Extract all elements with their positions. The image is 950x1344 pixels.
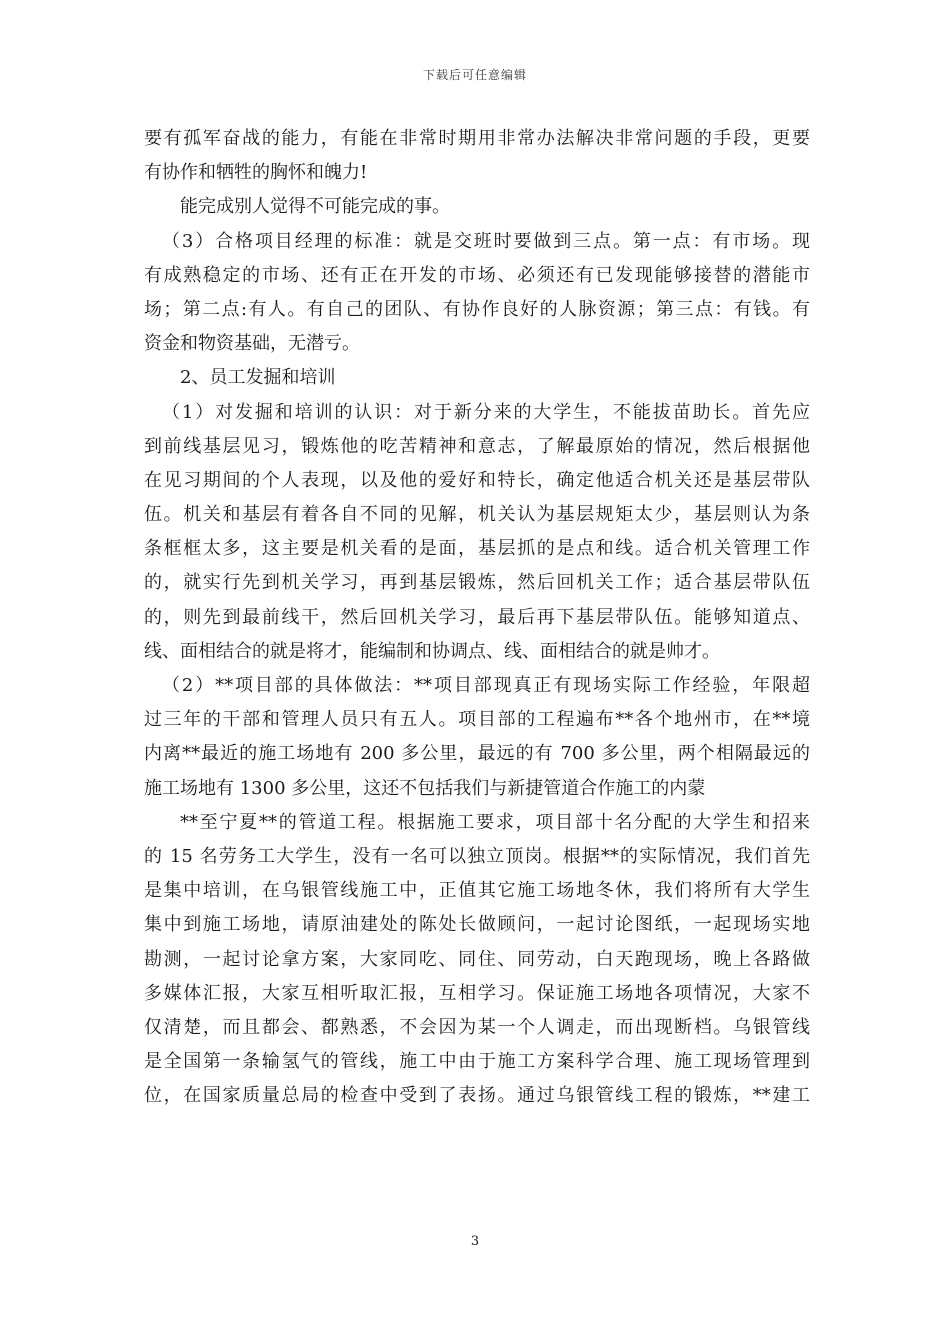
text-line: 的，就实行先到机关学习，再到基层锻炼，然后回机关工作；适合基层带队伍	[144, 572, 810, 594]
text-line: （3）合格项目经理的标准：就是交班时要做到三点。第一点：有市场。现	[162, 230, 810, 252]
text-line: 在见习期间的个人表现，以及他的爱好和特长，确定他适合机关还是基层带队	[144, 469, 810, 491]
text-line: 的 15 名劳务工大学生，没有一名可以独立顶岗。根据**的实际情况，我们首先	[144, 845, 810, 867]
text-line: 有协作和牺牲的胸怀和魄力!	[144, 162, 368, 184]
text-line: 到前线基层见习，锻炼他的吃苦精神和意志，了解最原始的情况，然后根据他	[144, 435, 810, 457]
text-line: 多媒体汇报，大家互相听取汇报，互相学习。保证施工场地各项情况，大家不	[144, 982, 810, 1004]
text-line: 是全国第一条输氢气的管线，施工中由于施工方案科学合理、施工现场管理到	[144, 1051, 810, 1073]
text-line: 的，则先到最前线干，然后回机关学习，最后再下基层带队伍。能够知道点、	[144, 606, 810, 628]
text-line: 要有孤军奋战的能力，有能在非常时期用非常办法解决非常问题的手段，更要	[144, 128, 810, 149]
text-line: 线、面相结合的就是将才，能编制和协调点、线、面相结合的就是帅才。	[144, 640, 720, 662]
text-line: （1）对发掘和培训的认识：对于新分来的大学生，不能拔苗助长。首先应	[162, 401, 810, 423]
text-line: **至宁夏**的管道工程。根据施工要求，项目部十名分配的大学生和招来	[180, 811, 810, 833]
text-line: 资金和物资基础，无潜亏。	[144, 333, 360, 355]
text-line: 条框框太多，这主要是机关看的是面，基层抓的是点和线。适合机关管理工作	[144, 538, 810, 560]
text-line: 仅清楚，而且都会、都熟悉，不会因为某一个人调走，而出现断档。乌银管线	[144, 1016, 810, 1038]
text-line: 能完成别人觉得不可能完成的事。	[180, 196, 450, 218]
page-number: 3	[470, 1234, 480, 1249]
text-line: 过三年的干部和管理人员只有五人。项目部的工程遍布**各个地州市，在**境	[144, 709, 810, 731]
page-header: 下载后可任意编辑	[422, 68, 527, 82]
section-heading: 2、员工发掘和培训	[180, 367, 336, 389]
text-line: 有成熟稳定的市场、还有正在开发的市场、必须还有已发现能够接替的潜能市	[144, 264, 810, 286]
text-line: 伍。机关和基层有着各自不同的见解，机关认为基层规矩太少，基层则认为条	[144, 504, 810, 526]
document-body	[144, 122, 810, 1113]
text-line: （2）**项目部的具体做法：**项目部现真正有现场实际工作经验，年限超	[162, 675, 810, 696]
text-line: 勘测，一起讨论拿方案，大家同吃、同住、同劳动，白天跑现场，晚上各路做	[144, 948, 810, 970]
text-line: 施工场地有 1300 多公里，这还不包括我们与新捷管道合作施工的内蒙	[144, 777, 706, 799]
text-line: 场；第二点:有人。有自己的团队、有协作良好的人脉资源；第三点：有钱。有	[144, 298, 810, 320]
text-line: 内离**最近的施工场地有 200 多公里，最远的有 700 多公里，两个相隔最远的	[144, 743, 810, 765]
text-line: 位，在国家质量总局的检查中受到了表扬。通过乌银管线工程的锻炼，**建工	[144, 1085, 810, 1107]
text-line: 集中到施工场地，请原油建处的陈处长做顾问，一起讨论图纸，一起现场实地	[144, 914, 810, 936]
text-line: 是集中培训，在乌银管线施工中，正值其它施工场地冬休，我们将所有大学生	[144, 880, 810, 902]
